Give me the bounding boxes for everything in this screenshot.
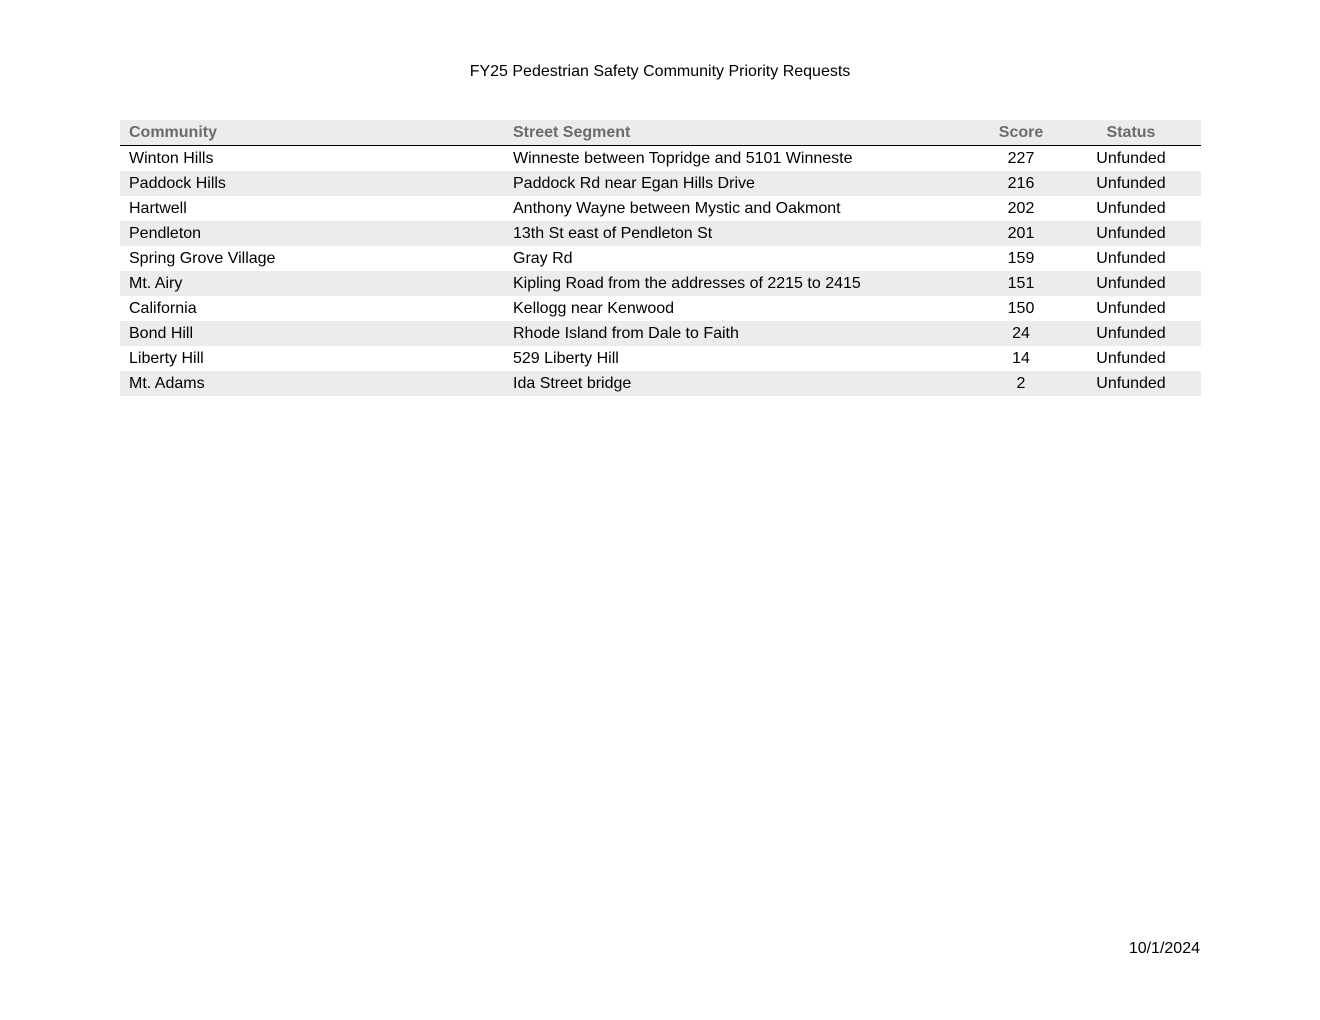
cell-status: Unfunded xyxy=(1061,221,1201,246)
cell-status: Unfunded xyxy=(1061,271,1201,296)
priority-requests-table xyxy=(120,120,1201,396)
cell-community: Pendleton xyxy=(120,221,513,246)
table-row xyxy=(120,321,1201,346)
table-row xyxy=(120,246,1201,271)
cell-status: Unfunded xyxy=(1096,199,1166,217)
cell-community: Paddock Hills xyxy=(120,171,513,196)
cell-score: 159 xyxy=(1007,249,1035,267)
cell-street-segment: Paddock Rd near Egan Hills Drive xyxy=(513,171,981,196)
column-header-status: Status xyxy=(1061,120,1201,146)
cell-street-segment: Rhode Island from Dale to Faith xyxy=(513,321,981,346)
cell-status: Unfunded xyxy=(1096,299,1166,317)
cell-community: Mt. Airy xyxy=(120,271,513,296)
cell-score: 201 xyxy=(981,221,1061,246)
report-date: 10/1/2024 xyxy=(1128,940,1200,957)
table-header-row xyxy=(120,120,1201,146)
table-row xyxy=(120,221,1201,246)
table-row xyxy=(120,196,1201,221)
table-row xyxy=(120,346,1201,371)
column-header-street-segment: Street Segment xyxy=(513,120,981,146)
table-row xyxy=(120,171,1201,196)
cell-score: 14 xyxy=(1012,349,1030,367)
cell-community: Mt. Adams xyxy=(120,371,513,396)
cell-score: 227 xyxy=(1007,149,1035,167)
cell-status: Unfunded xyxy=(1096,249,1166,267)
cell-street-segment: Kellogg near Kenwood xyxy=(513,299,675,317)
cell-street-segment: Kipling Road from the addresses of 2215 to 2415 xyxy=(513,271,981,296)
cell-community: Hartwell xyxy=(129,199,187,217)
cell-community: Spring Grove Village xyxy=(129,249,276,267)
cell-score: 2 xyxy=(981,371,1061,396)
page-title: FY25 Pedestrian Safety Community Priority Requests xyxy=(469,63,851,80)
cell-street-segment: 529 Liberty Hill xyxy=(513,349,619,367)
cell-community: Bond Hill xyxy=(120,321,513,346)
cell-community: Winton Hills xyxy=(129,149,214,167)
cell-status: Unfunded xyxy=(1061,321,1201,346)
cell-street-segment: Anthony Wayne between Mystic and Oakmont xyxy=(513,199,841,217)
cell-score: 216 xyxy=(981,171,1061,196)
table-row xyxy=(120,146,1201,172)
cell-status: Unfunded xyxy=(1096,149,1166,167)
table-row xyxy=(120,296,1201,321)
cell-community: California xyxy=(129,299,197,317)
cell-score: 150 xyxy=(1007,299,1035,317)
cell-score: 202 xyxy=(1007,199,1035,217)
cell-status: Unfunded xyxy=(1096,349,1166,367)
cell-street-segment: Winneste between Topridge and 5101 Winneste xyxy=(513,149,853,167)
cell-street-segment: Ida Street bridge xyxy=(513,371,981,396)
cell-status: Unfunded xyxy=(1061,171,1201,196)
cell-community: Liberty Hill xyxy=(129,349,204,367)
column-header-community: Community xyxy=(120,120,513,146)
table-row xyxy=(120,271,1201,296)
cell-street-segment: Gray Rd xyxy=(513,249,573,267)
cell-score: 151 xyxy=(981,271,1061,296)
table-row xyxy=(120,371,1201,396)
cell-score: 24 xyxy=(981,321,1061,346)
cell-status: Unfunded xyxy=(1061,371,1201,396)
column-header-score: Score xyxy=(981,120,1061,146)
cell-street-segment: 13th St east of Pendleton St xyxy=(513,221,981,246)
